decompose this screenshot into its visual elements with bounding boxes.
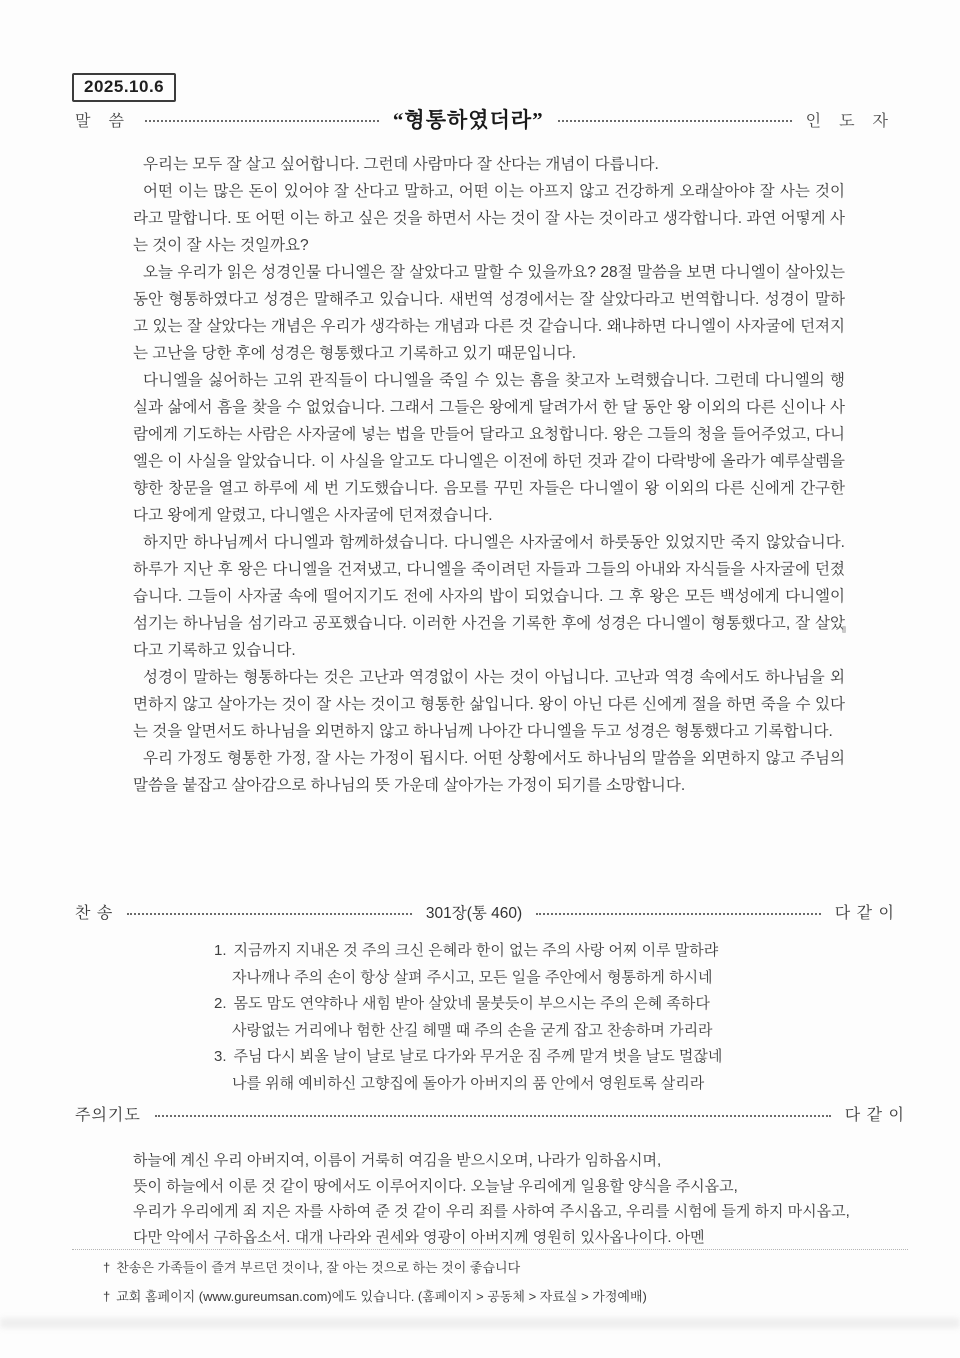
- footnote: [103, 1286, 647, 1305]
- hymn-verse-line: [214, 991, 774, 1018]
- dotted-leader: [155, 1115, 831, 1117]
- scan-artifact: [0, 1318, 960, 1328]
- verse-number: 1.: [214, 942, 227, 959]
- footnote: [103, 1257, 520, 1276]
- verse-number: 3.: [214, 1048, 227, 1065]
- sermon-paragraph: 어떤 이는 많은 돈이 있어야 잘 산다고 말하고, 어떤 이는 아프지 않고 건강하게 오래살아야 잘 사는 것이라고 말합니다. 또 어떤 이는 하고 싶은 것을 하면서 사는 것이 잘 사는 것이라고 생각합니다. 과연 어떻게 사는 것이 잘 사는 것일까요?: [133, 183, 845, 254]
- dotted-leader: [145, 120, 379, 122]
- hymn-section-row: [75, 900, 895, 923]
- hymn-verse-line: 사랑없는 거리에나 험한 산길 헤맬 때 주의 손을 굳게 잡고 찬송하며 가리라: [232, 1021, 713, 1039]
- all-together-label: 다 같 이: [844, 1107, 905, 1124]
- sermon-section-label: 말 씀: [75, 112, 131, 130]
- sermon-paragraph: 오늘 우리가 읽은 성경인물 다니엘은 잘 살았다고 말할 수 있을까요? 28절 말씀을 보면 다니엘이 살아있는 동안 형통하였다고 성경은 말해주고 있습니다. 새번역 성경에서는 잘 살았다라고 번역합니다. 성경이 말하고 있는 잘 살았다는 개념은 우리가 생각하는 개념과 다른 것 같습니다. 왜냐하면 다니엘이 사자굴에 던져지는 고난을 당한 후에 성경은 형통했다고 기록하고 있기 때문입니다.: [133, 264, 845, 362]
- header-row: [75, 104, 895, 134]
- footnote-text: 교회 홈페이지 (www.gureumsan.com)에도 있습니다. (홈페이지 > 공동체 > 자료실 > 가정예배): [116, 1289, 647, 1304]
- hymn-verse-line: 자나깨나 주의 손이 항상 살펴 주시고, 모든 일을 주안에서 형통하게 하시네: [232, 968, 713, 986]
- verse-number: 2.: [214, 995, 227, 1012]
- verse-text: 몸도 맘도 연약하나 새힘 받아 살았네 물붓듯이 부으시는 주의 은혜 족하다: [233, 995, 710, 1012]
- hymn-number: 301장(통 460): [425, 904, 523, 922]
- hymn-verses: [214, 938, 774, 1097]
- lords-prayer-label: 주의기도: [75, 1107, 141, 1124]
- dotted-leader: [127, 913, 412, 915]
- hymn-verse-line: 나를 위해 예비하신 고향집에 돌아가 아버지의 품 안에서 영원토록 살리라: [232, 1074, 705, 1092]
- prayer-line: 하늘에 계신 우리 아버지여, 이름이 거룩히 여김을 받으시오며, 나라가 임하옵시며,: [133, 1152, 662, 1169]
- leader-role-label: 인 도 자: [805, 112, 896, 130]
- hymn-verse-line: [214, 1044, 774, 1071]
- dotted-leader: [558, 120, 792, 122]
- date-box: 2025.10.6: [72, 73, 176, 102]
- all-together-label: 다 같 이: [834, 905, 895, 922]
- sermon-title: “형통하였더라”: [392, 108, 544, 132]
- sermon-paragraph: 우리는 모두 잘 살고 싶어합니다. 그런데 사람마다 잘 산다는 개념이 다릅니다.: [143, 156, 659, 173]
- sermon-paragraph: 우리 가정도 형통한 가정, 잘 사는 가정이 됩시다. 어떤 상황에서도 하나님의 말씀을 외면하지 않고 주님의 말씀을 붙잡고 살아감으로 하나님의 뜻 가운데 살아가는 가정이 되기를 소망합니다.: [133, 750, 845, 794]
- footnote-separator: [72, 1249, 908, 1250]
- sermon-paragraph: 하지만 하나님께서 다니엘과 함께하셨습니다. 다니엘은 사자굴에서 하룻동안 있었지만 죽지 않았습니다. 하루가 지난 후 왕은 다니엘을 건져냈고, 다니엘을 죽이려던 자들과 그들의 아내와 자식들을 사자굴에 던졌습니다. 그들이 사자굴 속에 떨어지기도 전에 사자의 밥이 되었습니다. 그 후 왕은 모든 백성에게 다니엘이 섬기는 하나님을 섬기라고 공포했습니다. 이러한 사건을 기록한 후에 성경은 다니엘이 형통했다고, 잘 살았다고 기록하고 있습니다.: [133, 534, 845, 659]
- dagger-marker: †: [103, 1289, 111, 1304]
- lords-prayer-section-row: [75, 1102, 905, 1125]
- verse-text: 지금까지 지내온 것 주의 크신 은혜라 한이 없는 주의 사랑 어찌 이루 말하랴: [233, 942, 719, 959]
- footnote-text: 찬송은 가족들이 즐겨 부르던 것이나, 잘 아는 것으로 하는 것이 좋습니다: [116, 1260, 521, 1275]
- sermon-paragraph: 다니엘을 싫어하는 고위 관직들이 다니엘을 죽일 수 있는 흠을 찾고자 노력했습니다. 그런데 다니엘의 행실과 삶에서 흠을 찾을 수 없었습니다. 그래서 그들은 왕에게 달려가서 한 달 동안 왕 이외의 다른 신이나 사람에게 기도하는 사람은 사자굴에 넣는 법을 만들어 달라고 요청합니다. 왕은 그들의 청을 들어주었고, 다니엘은 이 사실을 알았습니다. 이 사실을 알고도 다니엘은 이전에 하던 것과 같이 다락방에 올라가 예루살렘을 향한 창문을 열고 하루에 세 번 기도했습니다. 음모를 꾸민 자들은 다니엘이 왕 이외의 다른 신에게 간구한다고 왕에게 알렸고, 다니엘은 사자굴에 던져졌습니다.: [133, 372, 845, 524]
- lords-prayer-text: [133, 1148, 913, 1250]
- prayer-line: 다만 악에서 구하옵소서. 대개 나라와 권세와 영광이 아버지께 영원히 있사옵나이다. 아멘: [133, 1228, 705, 1246]
- prayer-line: 우리가 우리에게 죄 지은 자를 사하여 준 것 같이 우리 죄를 사하여 주시옵고, 우리를 시험에 들게 하지 마시옵고,: [133, 1203, 850, 1220]
- hymn-verse-line: [214, 938, 774, 965]
- dagger-marker: †: [103, 1260, 111, 1275]
- dotted-leader: [536, 913, 821, 915]
- scan-artifact: [842, 626, 846, 633]
- verse-text: 주님 다시 뵈올 날이 날로 날로 다가와 무거운 짐 주께 맡겨 벗을 날도 멀잖네: [233, 1048, 723, 1065]
- prayer-line: 뜻이 하늘에서 이룬 것 같이 땅에서도 이루어지이다. 오늘날 우리에게 일용할 양식을 주시옵고,: [133, 1177, 738, 1195]
- hymn-label: 찬 송: [75, 905, 114, 922]
- sermon-body: [133, 151, 845, 799]
- sermon-paragraph: 성경이 말하는 형통하다는 것은 고난과 역경없이 사는 것이 아닙니다. 고난과 역경 속에서도 하나님을 외면하지 않고 살아가는 것이 잘 사는 것이고 형통한 삶입니다. 왕이 아닌 다른 신에게 절을 하면 죽을 수 있다는 것을 알면서도 하나님을 외면하지 않고 하나님께 나아간 다니엘을 두고 성경은 형통했다고 기록합니다.: [133, 669, 845, 740]
